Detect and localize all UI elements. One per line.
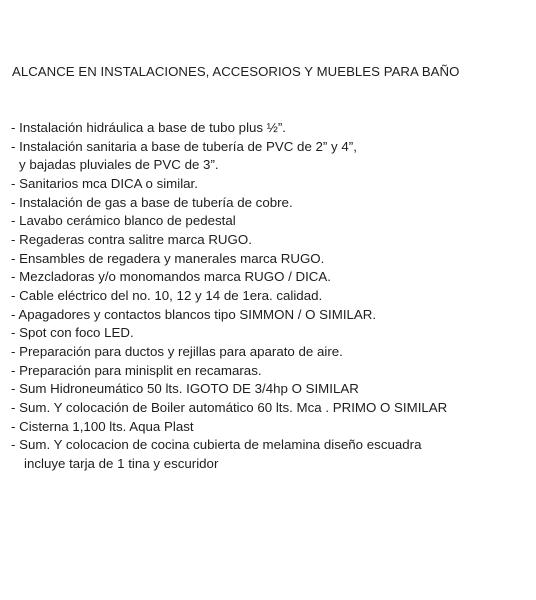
list-item: - Regaderas contra salitre marca RUGO. <box>11 231 252 247</box>
list-item: - Sum Hidroneumático 50 lts. IGOTO DE 3/4hp O SIMILAR <box>11 381 359 397</box>
list-item-continuation: incluye tarja de 1 tina y escuridor <box>24 455 219 471</box>
list-item-continuation: y bajadas pluviales de PVC de 3”. <box>19 157 219 173</box>
list-item: - Preparación para ductos y rejillas para aparato de aire. <box>11 343 343 359</box>
list-item: - Sum. Y colocacion de cocina cubierta de melamina diseño escuadra incluye tarja de 1 tina y escuridor <box>11 436 447 473</box>
list-item: - Apagadores y contactos blancos tipo SIMMON / O SIMILAR. <box>11 306 377 322</box>
list-item: - Lavabo cerámico blanco de pedestal <box>11 213 236 229</box>
scope-list <box>11 119 447 473</box>
document-title: ALCANCE EN INSTALACIONES, ACCESORIOS Y MUEBLES PARA BAÑO <box>12 64 460 79</box>
list-item: - Sanitarios mca DICA o similar. <box>11 175 198 191</box>
list-item: - Instalación de gas a base de tubería de cobre. <box>11 194 293 210</box>
list-item: - Instalación sanitaria a base de tubería de PVC de 2” y 4”, y bajadas pluviales de PVC de 3”. <box>11 138 447 175</box>
list-item: - Cable eléctrico del no. 10, 12 y 14 de 1era. calidad. <box>11 287 323 303</box>
list-item: - Spot con foco LED. <box>11 325 134 341</box>
list-item: - Cisterna 1,100 lts. Aqua Plast <box>11 418 194 434</box>
list-item: - Ensambles de regadera y manerales marca RUGO. <box>11 250 325 266</box>
list-item: - Sum. Y colocación de Boiler automático 60 lts. Mca . PRIMO O SIMILAR <box>11 399 448 415</box>
list-item: - Preparación para minisplit en recamaras. <box>11 362 262 378</box>
list-item: - Mezcladoras y/o monomandos marca RUGO / DICA. <box>11 269 331 285</box>
list-item: - Instalación hidráulica a base de tubo plus ½”. <box>11 120 286 135</box>
